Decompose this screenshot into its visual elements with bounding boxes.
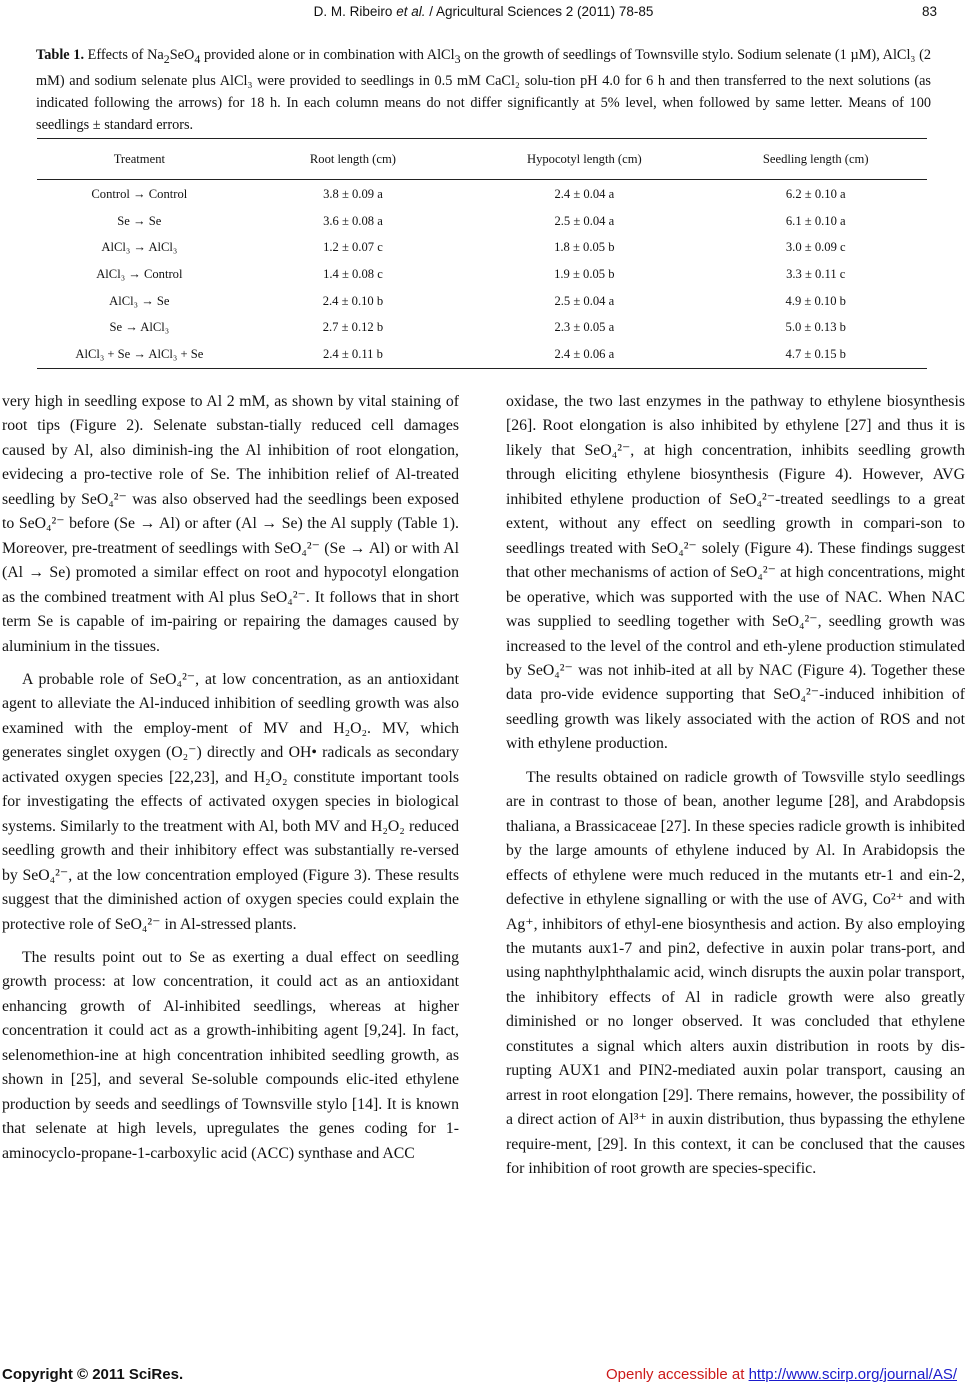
cell-hypocotyl: 2.4 ± 0.06 a: [464, 341, 704, 368]
caption-text-3: provided alone or in combination with AlCl: [200, 47, 455, 63]
copyright-notice: Copyright © 2011 SciRes.: [2, 1366, 184, 1383]
table-row: [37, 288, 927, 315]
open-access-label: Openly accessible at: [606, 1366, 749, 1383]
cell-root: 3.8 ± 0.09 a: [323, 186, 383, 201]
journal-link[interactable]: http://www.scirp.org/journal/AS/: [748, 1366, 957, 1383]
cell-root: 2.4 ± 0.10 b: [322, 293, 384, 308]
cell-root: 2.7 ± 0.12 b: [322, 320, 384, 335]
cell-root: 1.4 ± 0.08 c: [323, 266, 383, 281]
cell-treatment: Se → Se: [117, 213, 162, 228]
cell-hypocotyl: 2.3 ± 0.05 a: [554, 320, 615, 335]
cell-hypocotyl: 2.4 ± 0.04 a: [554, 186, 615, 201]
open-access-note: [606, 1366, 957, 1383]
table-label: Table 1.: [36, 47, 85, 63]
cell-treatment: AlCl₃ → Control: [96, 266, 183, 281]
results-table: [37, 138, 927, 369]
table-row: [37, 314, 927, 341]
page-header: [0, 4, 967, 22]
running-journal: / Agricultural Sciences 2 (2011) 78-85: [425, 4, 654, 19]
table-row: [37, 234, 927, 261]
caption-sub-3: 3: [454, 51, 461, 66]
cell-hypocotyl: 2.5 ± 0.04 a: [554, 213, 615, 228]
cell-treatment: AlCl₃ → AlCl₃: [101, 240, 178, 255]
table-row: [37, 180, 927, 208]
cell-seedling: 3.0 ± 0.09 c: [785, 240, 846, 255]
header-root-length: Root length (cm): [242, 139, 465, 180]
cell-treatment: Se → AlCl₃: [109, 320, 170, 335]
cell-hypocotyl: 1.8 ± 0.05 b: [554, 240, 615, 255]
right-column: [506, 390, 965, 1182]
table-row: [37, 341, 927, 368]
caption-sub-2: 4: [194, 51, 201, 66]
caption-text-1: Effects of Na: [84, 47, 164, 63]
caption-text-2: SeO: [169, 47, 195, 63]
running-et-al: et al.: [396, 4, 426, 19]
cell-treatment: AlCl₃ → Se: [109, 293, 170, 308]
paragraph: oxidase, the two last enzymes in the pathway to ethylene biosynthesis [26]. Root elongation is also inhibited by ethylene [27] and thus it is likely that SeO₄²⁻, at high concentration, inhibits seedling growth through eliciting ethylene biosynthesis (Figure 4). However, AVG inhibited ethylene production of SeO₄²⁻-treated seedlings to a great extent, without any effect on seedling growth in compari-son to seedlings treated with SeO₄²⁻ solely (Figure 4). These findings suggest that other mechanisms of action of SeO₄²⁻ at high concentrations, might be operative, which was supported with the use of NAC. When NAC was supplied to seedling together with SeO₄²⁻, seedling growth was increased to the level of the control and eth-ylene production stimulated by SeO₄²⁻ was not inhib-ited at all by NAC (Figure 4). Together these data pro-vide evidence supporting that SeO₄²⁻-induced inhibition of seedling growth was likely associated with the action of ROS and not with ethylene production.: [506, 393, 965, 753]
cell-seedling: 3.3 ± 0.11 c: [786, 266, 846, 281]
paragraph: A probable role of SeO₄²⁻, at low concentration, as an antioxidant agent to alleviate the Al-induced inhibition of seedling growth was also examined with the employ-ment of MV and H₂O₂. MV, which generates singlet oxygen (O₂⁻) directly and OH• radicals as secondary activated oxygen species [22,23], and H₂O₂ constitute important tools for investigating the effects of activated oxygen species in biological systems. Similarly to the treatment with Al, both MV and H₂O₂ reduced seedling growth and their inhibitory effect was substantially re-versed by SeO₄²⁻, at the low concentration employed (Figure 3). These results suggest that the diminished action of oxygen species could explain the protective role of SeO₄²⁻ in Al-stressed plants.: [2, 670, 459, 933]
header-hypocotyl-length: Hypocotyl length (cm): [464, 139, 704, 180]
cell-treatment: AlCl₃ + Se → AlCl₃ + Se: [37, 341, 242, 368]
cell-seedling: 6.1 ± 0.10 a: [785, 213, 846, 228]
table-header-row: [37, 139, 927, 180]
table-row: [37, 261, 927, 288]
cell-hypocotyl: 2.5 ± 0.04 a: [554, 293, 615, 308]
cell-hypocotyl: 1.9 ± 0.05 b: [554, 266, 615, 281]
paragraph: The results point out to Se as exerting a dual effect on seedling growth process: at low concentration, it could act as an antioxidant enhancing growth of Al-inhibited seedlings, whereas at higher concentration it could act as a growth-inhibiting agent [9,24]. In fact, selenomethion-ine at high concentration inhibited seedling growth, as shown in [25], and several Se-soluble compounds elic-ited ethylene production by seeds and seedlings of Townsville stylo [14]. It is known that selenate at high levels, upregulates the genes coding for 1-aminocyclo-propane-1-carboxylic acid (ACC) synthase and ACC: [2, 948, 459, 1162]
cell-root: 3.6 ± 0.08 a: [323, 213, 383, 228]
cell-seedling: 5.0 ± 0.13 b: [785, 320, 846, 335]
running-authors: D. M. Ribeiro: [313, 4, 397, 19]
cell-seedling: 6.2 ± 0.10 a: [785, 186, 846, 201]
cell-root: 1.2 ± 0.07 c: [323, 240, 383, 255]
table-row: [37, 208, 927, 235]
running-head: [0, 4, 967, 19]
paragraph: The results obtained on radicle growth of Towsville stylo seedlings are in contrast to those of bean, another legume [28], and Arabdopsis thaliana, a Brassicaceae [27]. In these species radicle growth is inhibited by the large amounts of ethylene induced by Al. In Arabidopsis the effects of ethylene were much reduced in the mutants etr-1 and ein-2, defective in ethylene signalling or with the use of AVG, Co²⁺ and with Ag⁺, inhibitors of ethyl-ene biosynthesis and action. By also employing the mutants aux1-7 and pin2, defective in auxin polar trans-port, and using naphthylphthalamic acid, winch disrupts the auxin polar transport, the inhibitory effects of Al in radicle growth were also greatly diminished or no longer observed. It was concluded that ethylene constitutes a signal which alters auxin distribution in roots by dis-rupting AUX1 and PIN2-mediated auxin polar transport, causing an arrest in root elongation [29]. There remains, however, the possibility of a direct action of Al³⁺ in auxin distribution, thus bypassing the ethylene require-ment, [29]. In this context, it can be conclused that the causes for inhibition of root growth are species-specific.: [506, 768, 965, 1178]
header-treatment: Treatment: [37, 139, 242, 180]
paragraph: very high in seedling expose to Al 2 mM, as shown by vital staining of root tips (Figure 2). Selenate substan-tially reduced cell damages caused by Al, also diminish-ing the Al inhibition of root elongation, evidecing a pro-tective role of Se. The inhibition relief of Al-treated seedling by SeO₄²⁻ was also observed had the seedlings been exposed to SeO₄²⁻ before (Se → Al) or after (Al → Se) the Al supply (Table 1). Moreover, pre-treatment of seedlings with SeO₄²⁻ (Se → Al) or with Al (Al → Se) promoted a similar effect on root and hypocotyl elongation as the combined treatment with Al plus SeO₄²⁻. It follows that in short term Se is capable of im-pairing or repairing the damages caused by aluminium in the tissues.: [2, 393, 459, 655]
caption-sub-1: 2: [163, 51, 170, 66]
caption-text-4: on the growth of seedlings of Townsville stylo. Sodium selenate (1 µM), AlCl₃ (2 mM) and sodium selenate plus AlCl₃ were provided to seedlings in 0.5 mM CaCl₂ solu-tion pH 4.0 for 6 h and then transferred to the next solutions (as indicated following the arrows) for 18 h. In each column means do not differ significantly at 5% level, when followed by same letter. Means of 100 seedlings ± standard errors.: [36, 47, 931, 133]
cell-treatment: Control → Control: [91, 186, 188, 201]
header-seedling-length: Seedling length (cm): [704, 139, 927, 180]
cell-root: 2.4 ± 0.11 b: [242, 341, 465, 368]
cell-seedling: 4.7 ± 0.15 b: [704, 341, 927, 368]
left-column: [2, 390, 459, 1166]
table-caption: [36, 44, 931, 136]
cell-seedling: 4.9 ± 0.10 b: [785, 293, 846, 308]
page-number: 83: [921, 4, 937, 19]
